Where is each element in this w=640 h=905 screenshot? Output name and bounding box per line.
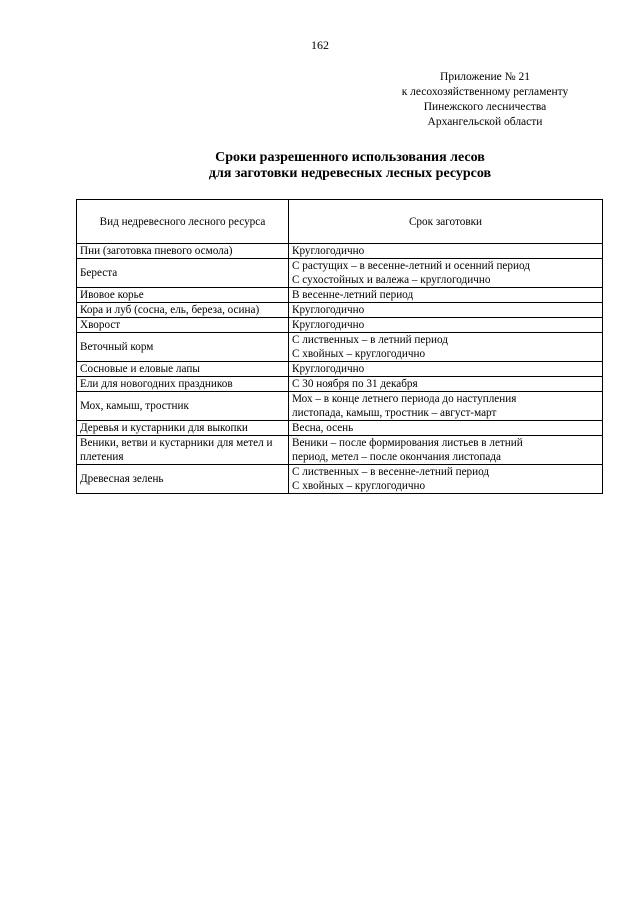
document-title xyxy=(0,150,640,182)
appendix-line: Архангельской области xyxy=(427,116,543,128)
resource-cell: Деревья и кустарники для выкопки xyxy=(77,421,289,436)
period-line: Круглогодично xyxy=(292,363,365,375)
resource-cell: Ивовое корье xyxy=(77,288,289,303)
title-line: для заготовки недревесных лесных ресурсов xyxy=(208,166,492,181)
resource-cell: Пни (заготовка пневого осмола) xyxy=(77,244,289,259)
appendix-line: к лесохозяйственному регламенту xyxy=(401,86,569,98)
title-line: Сроки разрешенного использования лесов xyxy=(215,150,485,165)
resource-cell: Древесная зелень xyxy=(77,465,289,494)
appendix-note xyxy=(360,70,610,130)
table-row xyxy=(77,421,603,436)
page-number: 162 xyxy=(311,38,329,52)
table-row xyxy=(77,244,603,259)
period-cell xyxy=(289,362,603,377)
period-line: С хвойных – круглогодично xyxy=(292,480,426,492)
period-line: С растущих – в весенне-летний и осенний период xyxy=(292,260,530,272)
table-row xyxy=(77,465,603,494)
period-line: Веники – после формирования листьев в летний xyxy=(292,437,523,449)
resource-cell: Сосновые и еловые лапы xyxy=(77,362,289,377)
period-cell xyxy=(289,244,603,259)
period-line: листопада, камыш, тростник – август-март xyxy=(292,407,497,419)
period-line: С лиственных – в весенне-летний период xyxy=(292,466,490,478)
period-line: С 30 ноября по 31 декабря xyxy=(292,378,418,390)
period-cell xyxy=(289,288,603,303)
appendix-line: Приложение № 21 xyxy=(440,71,530,83)
table-row xyxy=(77,333,603,362)
resource-cell: Береста xyxy=(77,259,289,288)
period-cell xyxy=(289,436,603,465)
period-line: С лиственных – в летний период xyxy=(292,334,448,346)
period-cell xyxy=(289,421,603,436)
period-cell xyxy=(289,333,603,362)
column-header-period: Срок заготовки xyxy=(289,200,603,244)
resource-cell: Веточный корм xyxy=(77,333,289,362)
period-cell xyxy=(289,377,603,392)
resource-cell: Хворост xyxy=(77,318,289,333)
period-cell xyxy=(289,392,603,421)
period-line: Круглогодично xyxy=(292,245,365,257)
resource-cell: Веники, ветви и кустарники для метел и плетения xyxy=(77,436,289,465)
period-cell xyxy=(289,318,603,333)
table-header-row xyxy=(77,200,603,244)
period-line: Мох – в конце летнего периода до наступления xyxy=(292,393,517,405)
table-row xyxy=(77,436,603,465)
resource-cell: Мох, камыш, тростник xyxy=(77,392,289,421)
table-row xyxy=(77,303,603,318)
period-line: С сухостойных и валежа – круглогодично xyxy=(292,274,491,286)
period-line: С хвойных – круглогодично xyxy=(292,348,426,360)
column-header-resource: Вид недревесного лесного ресурса xyxy=(77,200,289,244)
period-cell xyxy=(289,259,603,288)
period-line: Весна, осень xyxy=(292,422,354,434)
period-line: В весенне-летний период xyxy=(292,289,414,301)
resource-cell: Ели для новогодних праздников xyxy=(77,377,289,392)
period-line: Круглогодично xyxy=(292,304,365,316)
resources-table xyxy=(76,199,603,494)
table-row xyxy=(77,288,603,303)
table-body xyxy=(77,244,603,494)
table-row xyxy=(77,362,603,377)
resource-cell: Кора и луб (сосна, ель, береза, осина) xyxy=(77,303,289,318)
appendix-line: Пинежского лесничества xyxy=(423,101,547,113)
period-line: период, метел – после окончания листопада xyxy=(292,451,501,463)
period-line: Круглогодично xyxy=(292,319,365,331)
table-row xyxy=(77,377,603,392)
period-cell xyxy=(289,465,603,494)
period-cell xyxy=(289,303,603,318)
table-row xyxy=(77,318,603,333)
table-row xyxy=(77,259,603,288)
table-row xyxy=(77,392,603,421)
